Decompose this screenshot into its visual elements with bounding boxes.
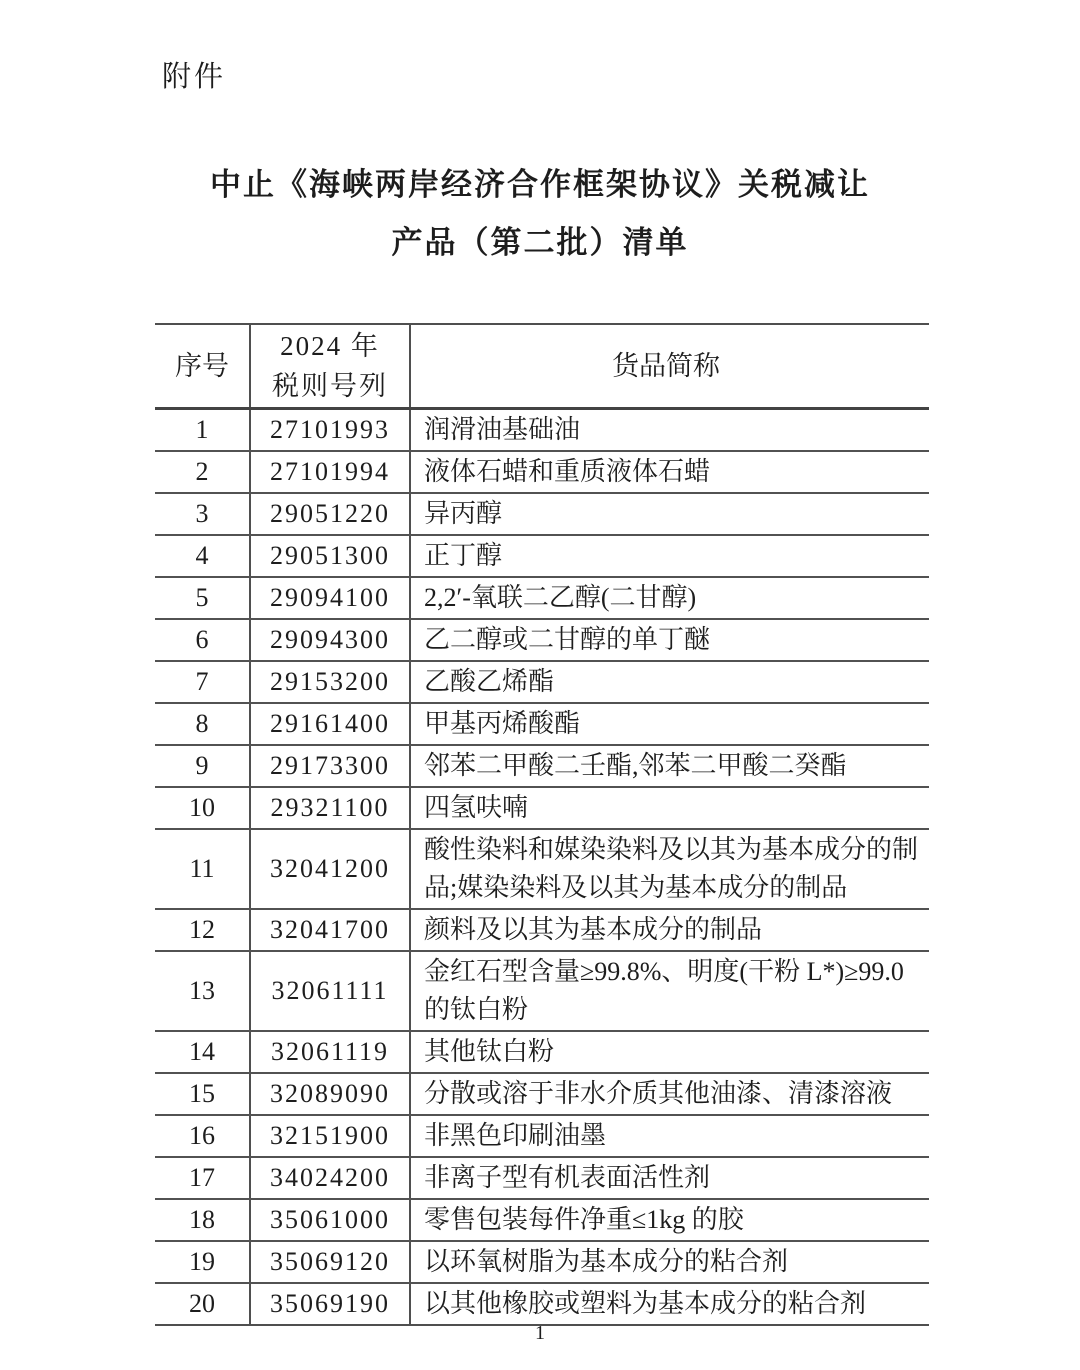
product-name-cell: 零售包装每件净重≤1kg 的胶 (410, 1199, 929, 1241)
table-row (155, 451, 929, 493)
tariff-code-cell: 32041200 (250, 829, 410, 909)
tariff-code-cell: 29051300 (250, 535, 410, 577)
product-name-cell: 以其他橡胶或塑料为基本成分的粘合剂 (410, 1283, 929, 1325)
product-name-cell: 酸性染料和媒染染料及以其为基本成分的制品;媒染染料及以其为基本成分的制品 (410, 829, 929, 909)
tariff-code-cell: 27101993 (250, 409, 410, 452)
tariff-code-cell: 35061000 (250, 1199, 410, 1241)
row-number-cell: 7 (155, 661, 250, 703)
product-name-cell: 分散或溶于非水介质其他油漆、清漆溶液 (410, 1073, 929, 1115)
page-title-line1: 中止《海峡两岸经济合作框架协议》关税减让 (210, 167, 870, 202)
table-row (155, 1031, 929, 1073)
product-name-cell: 乙二醇或二甘醇的单丁醚 (410, 619, 929, 661)
table-row (155, 619, 929, 661)
product-name-cell: 四氢呋喃 (410, 787, 929, 829)
table-row (155, 909, 929, 951)
row-number-cell: 9 (155, 745, 250, 787)
tariff-code-cell: 29094100 (250, 577, 410, 619)
row-number-cell: 2 (155, 451, 250, 493)
tariff-code-cell: 29173300 (250, 745, 410, 787)
product-name-cell: 颜料及以其为基本成分的制品 (410, 909, 929, 951)
tariff-product-table (155, 323, 929, 1326)
row-number-cell: 8 (155, 703, 250, 745)
table-row (155, 1241, 929, 1283)
row-number-cell: 15 (155, 1073, 250, 1115)
table-row (155, 703, 929, 745)
tariff-code-cell: 29094300 (250, 619, 410, 661)
table-header (155, 324, 929, 409)
tariff-code-cell: 29051220 (250, 493, 410, 535)
row-number-cell: 13 (155, 951, 250, 1031)
product-name-cell: 以环氧树脂为基本成分的粘合剂 (410, 1241, 929, 1283)
product-name-cell: 正丁醇 (410, 535, 929, 577)
table-row (155, 409, 929, 452)
page-title (0, 156, 1080, 272)
tariff-code-cell: 29321100 (250, 787, 410, 829)
row-number-cell: 20 (189, 1289, 215, 1318)
row-number-cell: 3 (155, 493, 250, 535)
attachment-label: 附件 (162, 61, 227, 93)
tariff-code-cell: 32151900 (250, 1115, 410, 1157)
header-tariff-code (250, 324, 410, 409)
tariff-code-cell: 27101994 (250, 451, 410, 493)
row-number-cell: 14 (155, 1031, 250, 1073)
tariff-code-cell: 32089090 (250, 1073, 410, 1115)
table-row (155, 829, 929, 909)
header-serial-number: 序号 (155, 324, 250, 409)
row-number-cell: 6 (155, 619, 250, 661)
tariff-code-cell: 29161400 (250, 703, 410, 745)
table-row (155, 661, 929, 703)
table-row (155, 493, 929, 535)
product-name-cell: 金红石型含量≥99.8%、明度(干粉 L*)≥99.0 的钛白粉 (410, 951, 929, 1031)
row-number-cell: 17 (155, 1157, 250, 1199)
table-row (155, 535, 929, 577)
product-name-cell: 2,2′-氧联二乙醇(二甘醇) (410, 577, 929, 619)
product-name-cell: 甲基丙烯酸酯 (410, 703, 929, 745)
tariff-code-cell: 35069120 (250, 1241, 410, 1283)
product-name-cell: 邻苯二甲酸二壬酯,邻苯二甲酸二癸酯 (410, 745, 929, 787)
table-header-row (155, 324, 929, 409)
product-name-cell: 非黑色印刷油墨 (410, 1115, 929, 1157)
table-row (155, 1283, 929, 1325)
tariff-code-cell: 32061111 (250, 951, 410, 1031)
tariff-code-cell: 35069190 (250, 1283, 410, 1325)
product-name-cell: 乙酸乙烯酯 (410, 661, 929, 703)
tariff-code-cell: 34024200 (250, 1157, 410, 1199)
table-row (155, 951, 929, 1031)
product-name-cell: 润滑油基础油 (410, 409, 929, 452)
table-row (155, 1115, 929, 1157)
row-number-cell: 10 (155, 787, 250, 829)
table-row (155, 1199, 929, 1241)
table-row (155, 745, 929, 787)
product-name-cell: 其他钛白粉 (410, 1031, 929, 1073)
page-number: 1 (535, 1322, 545, 1344)
row-number-cell: 11 (155, 829, 250, 909)
header-tariff-code-line1: 2024 年 (280, 331, 380, 361)
row-number-cell: 12 (155, 909, 250, 951)
row-number-cell: 19 (155, 1241, 250, 1283)
header-tariff-code-line2: 税则号列 (272, 371, 388, 401)
table-row (155, 1073, 929, 1115)
row-number-cell: 16 (155, 1115, 250, 1157)
tariff-code-cell: 32061119 (250, 1031, 410, 1073)
tariff-code-cell: 32041700 (250, 909, 410, 951)
row-number-cell: 5 (155, 577, 250, 619)
table-row (155, 577, 929, 619)
header-product-name: 货品简称 (410, 324, 929, 409)
table-row (155, 787, 929, 829)
page-title-line2: 产品（第二批）清单 (391, 225, 689, 260)
product-name-cell: 液体石蜡和重质液体石蜡 (410, 451, 929, 493)
tariff-code-cell: 29153200 (250, 661, 410, 703)
product-name-cell: 非离子型有机表面活性剂 (410, 1157, 929, 1199)
table-row (155, 1157, 929, 1199)
row-number-cell: 1 (155, 409, 250, 452)
product-name-cell: 异丙醇 (410, 493, 929, 535)
table-body (155, 409, 929, 1326)
row-number-cell: 4 (155, 535, 250, 577)
row-number-cell: 18 (155, 1199, 250, 1241)
